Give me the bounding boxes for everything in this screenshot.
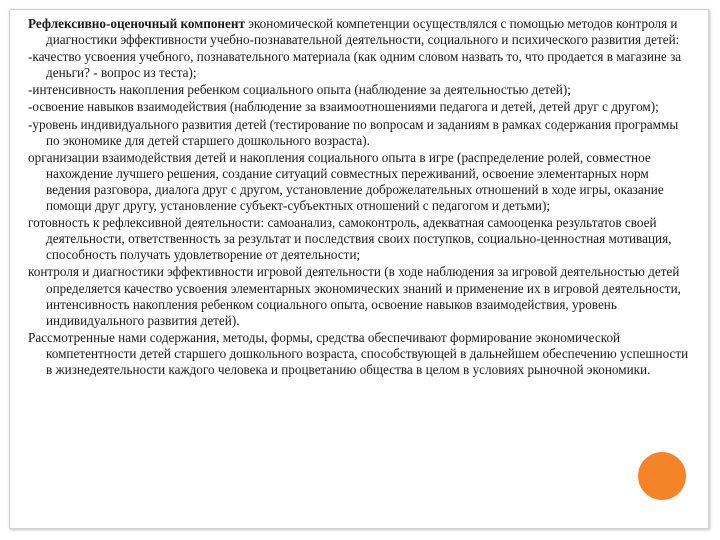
paragraph-interaction: -освоение навыков взаимодействия (наблюдение за взаимоотношениями педагога и детей, детей друг с другом); xyxy=(28,99,659,115)
paragraph-quality: -качество усвоения учебного, познавательного материала (как одним словом назвать то, что продается в магазине за деньги? - вопрос из теста); xyxy=(28,49,682,81)
paragraph-lead: Рефлексивно-оценочный компонент xyxy=(28,16,245,31)
paragraph-control: контроля и диагностики эффективности игровой деятельности (в ходе наблюдения за игровой деятельностью детей определяется качество усвоения элементарных экономических знаний и применение их в игровой деятельности, интенсивность накопления ребенком социального опыта, освоение навыков взаимодействия, уровень индивидуального развития детей). xyxy=(28,264,681,328)
paragraph-organization: организации взаимодействия детей и накопления социального опыта в игре (распределение ролей, совместное нахождение лучшего решения, создание ситуаций совместных переживаний, освоение элементарных норм ведения разговора, диалога друг с другом, установление доброжелательных отношений в ходе игры, оказание помощи друг другу, установление субъект-субъектных отношений с педагогом и детьми); xyxy=(28,149,664,214)
paragraph-conclusion: Рассмотренные нами содержания, методы, формы, средства обеспечивают формирование экономической компетентности детей старшего дошкольного возраста, способствующей в дальнейшем обеспечению успешности в жизнедеятельности каждого человека и процветанию общества в целом в условиях рыночной экономики. xyxy=(28,329,689,377)
paragraph-intensity: -интенсивность накопления ребенком социального опыта (наблюдение за деятельностью детей); xyxy=(28,82,571,98)
paragraph-reflexive-component: Рефлексивно-оценочный компонент экономической компетенции осуществлялся с помощью методов контроля и диагностики эффективности учебно-познавательной деятельности, социального и психического развития детей: xyxy=(28,16,680,48)
slide-body xyxy=(28,16,690,379)
orange-circle-decoration xyxy=(638,452,686,500)
paragraph-readiness: готовность к рефлексивной деятельности: самоанализ, самоконтроль, адекватная самооценка результатов своей деятельности, ответственность за результат и последствия своих поступков, социально-ценностная мотивация, способность получать удовлетворение от деятельности; xyxy=(28,215,672,263)
paragraph-development-level: -уровень индивидуального развития детей (тестирование по вопросам и заданиям в рамках содержания программы по экономике для детей старшего дошкольного возраста). xyxy=(28,116,679,148)
